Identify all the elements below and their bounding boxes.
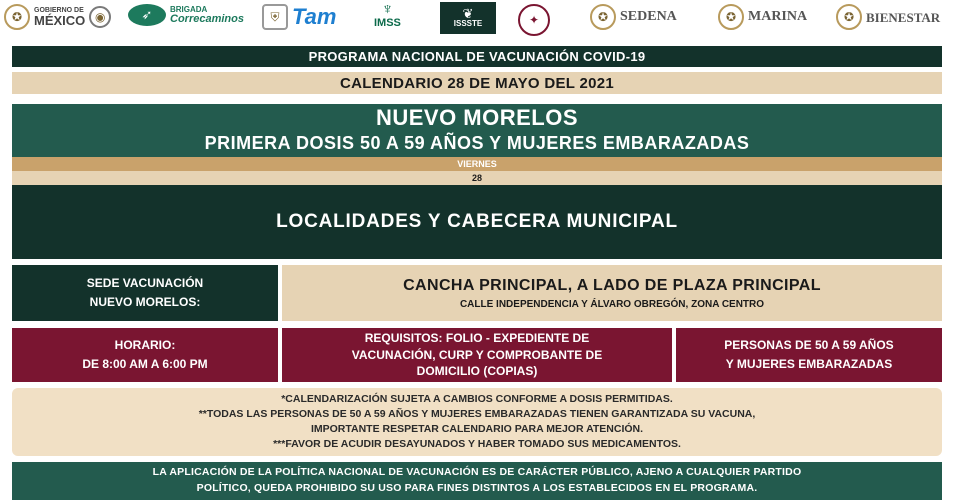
brigada-line2: Correcaminos — [170, 12, 244, 25]
horario-line1: HORARIO: — [114, 338, 176, 353]
marina-logo — [718, 4, 807, 30]
horario-line2: DE 8:00 AM A 6:00 PM — [82, 357, 208, 371]
tamaulipas-shield-icon: ⛨ — [262, 4, 288, 30]
note-3: IMPORTANTE RESPETAR CALENDARIO PARA MEJOR ATENCIÓN. — [310, 423, 644, 435]
calendar-title: CALENDARIO 28 DE MAYO DEL 2021 — [12, 72, 942, 94]
brigada-correcaminos-logo — [128, 4, 244, 26]
horario-cell — [12, 328, 278, 382]
issste-text: ISSSTE — [453, 19, 483, 29]
imss-eagle-icon: ♆ — [381, 1, 394, 18]
roadrunner-icon: ➶ — [128, 4, 166, 26]
sede-label-line2: NUEVO MORELOS: — [89, 295, 201, 309]
gobierno-line1: GOBIERNO DE — [34, 7, 84, 14]
sede-address: CALLE INDEPENDENCIA Y ÁLVARO OBREGÓN, ZONA CENTRO — [459, 298, 765, 310]
requisitos-line1: REQUISITOS: FOLIO - EXPEDIENTE DE — [364, 330, 590, 345]
institution-seal-logo — [518, 4, 550, 36]
tamaulipas-logo — [262, 4, 336, 30]
logo-header — [0, 0, 960, 40]
sede-label-line1: SEDE VACUNACIÓN — [86, 276, 204, 291]
day-number: 28 — [12, 171, 942, 185]
notes-panel — [12, 388, 942, 456]
personas-line1: PERSONAS DE 50 A 59 AÑOS — [724, 338, 894, 353]
issste-eagle-icon: ❦ — [462, 6, 474, 22]
sede-place: CANCHA PRINCIPAL, A LADO DE PLAZA PRINCIPAL — [403, 276, 821, 294]
brigada-line1: BRIGADA — [170, 4, 208, 14]
sedena-seal-icon: ✪ — [590, 4, 616, 30]
eagle-seal-icon: ✦ — [518, 4, 550, 36]
note-1: *CALENDARIZACIÓN SUJETA A CAMBIOS CONFORME A DOSIS PERMITIDAS. — [281, 392, 673, 405]
tam-text: Tam — [292, 4, 337, 29]
localities-heading: LOCALIDADES Y CABECERA MUNICIPAL — [12, 185, 942, 259]
issste-logo — [440, 2, 496, 34]
marina-text: MARINA — [748, 9, 808, 24]
requisitos-line2: VACUNACIÓN, CURP Y COMPROBANTE DE — [351, 347, 603, 362]
dose-line: PRIMERA DOSIS 50 A 59 AÑOS Y MUJERES EMBARAZADAS — [204, 132, 750, 153]
sede-label — [12, 265, 278, 321]
municipality-name: NUEVO MORELOS — [375, 104, 579, 130]
program-title: PROGRAMA NACIONAL DE VACUNACIÓN COVID-19 — [12, 46, 942, 67]
sedena-text: SEDENA — [620, 9, 677, 24]
national-seal-icon: ✪ — [4, 4, 30, 30]
secondary-seal-icon: ◉ — [89, 6, 111, 28]
marina-seal-icon: ✪ — [718, 4, 744, 30]
day-name: VIERNES — [12, 157, 942, 171]
bienestar-text: BIENESTAR — [866, 9, 941, 25]
sede-location — [282, 265, 942, 321]
gobierno-line2: MÉXICO — [34, 13, 86, 28]
requisitos-cell — [282, 328, 672, 382]
note-4: ***FAVOR DE ACUDIR DESAYUNADOS Y HABER TOMADO SUS MEDICAMENTOS. — [273, 438, 681, 451]
municipality-block — [12, 104, 942, 157]
imss-text: IMSS — [374, 17, 401, 29]
sedena-logo — [590, 4, 677, 30]
bienestar-seal-icon: ✪ — [836, 4, 862, 30]
requisitos-line3: DOMICILIO (COPIAS) — [416, 364, 538, 379]
footer-disclaimer — [12, 462, 942, 500]
personas-line2: Y MUJERES EMBARAZADAS — [725, 357, 893, 371]
bienestar-logo — [836, 4, 940, 30]
note-2: **TODAS LAS PERSONAS DE 50 A 59 AÑOS Y MUJERES EMBARAZADAS TIENEN GARANTIZADA SU VACUNA, — [198, 407, 756, 420]
personas-cell — [676, 328, 942, 382]
footer-line1: LA APLICACIÓN DE LA POLÍTICA NACIONAL DE VACUNACIÓN ES DE CARÁCTER PÚBLICO, AJENO A CUALQUIER PARTIDO — [152, 466, 802, 479]
gobierno-de-mexico-logo — [4, 4, 111, 30]
footer-line2: POLÍTICO, QUEDA PROHIBIDO SU USO PARA FINES DISTINTOS A LOS ESTABLECIDOS EN EL PROGRAMA. — [196, 482, 758, 494]
imss-logo — [374, 2, 401, 29]
